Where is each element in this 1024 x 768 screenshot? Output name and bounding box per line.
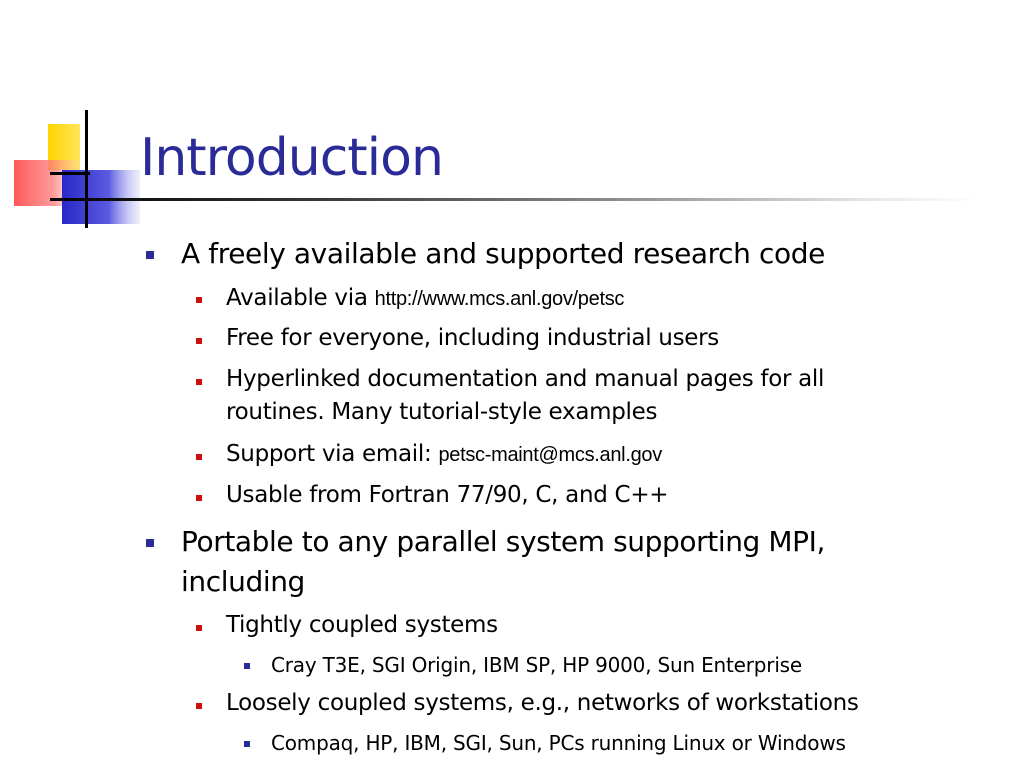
bullet-level2-icon [196, 495, 202, 501]
bullet-level2-icon [196, 297, 202, 303]
bullet-available-via-label: Available via [226, 285, 375, 311]
bullet-support-email [226, 438, 662, 472]
bullet-tightly-coupled-examples: Cray T3E, SGI Origin, IBM SP, HP 9000, Sun Enterprise [271, 653, 803, 677]
slide-title: Introduction [140, 128, 443, 188]
bullet-level2-icon [196, 454, 202, 460]
bullet-level3-icon [244, 663, 250, 669]
bullet-available-via [226, 282, 624, 316]
bullet-loosely-coupled: Loosely coupled systems, e.g., networks of workstations [226, 690, 859, 716]
bullet-research-code: A freely available and supported research code [181, 237, 825, 270]
bullet-hyperlinked-docs-line2: routines. Many tutorial-style examples [226, 399, 658, 425]
bullet-portable-line2: including [181, 565, 305, 598]
bullet-hyperlinked-docs-line1: Hyperlinked documentation and manual pages for all [226, 366, 825, 392]
bullet-level3-icon [244, 741, 250, 747]
support-email-link[interactable]: petsc-maint@mcs.anl.gov [438, 444, 662, 466]
bullet-hyperlinked-docs [226, 363, 824, 429]
bullet-tightly-coupled: Tightly coupled systems [226, 612, 498, 638]
bullet-portable [181, 522, 825, 602]
bullet-free-for-everyone: Free for everyone, including industrial users [226, 325, 719, 351]
bullet-level1-icon [146, 539, 154, 547]
bullet-support-email-label: Support via email: [226, 441, 439, 467]
bullet-level2-icon [196, 379, 202, 385]
bullet-level2-icon [196, 703, 202, 709]
bullet-usable-from: Usable from Fortran 77/90, C, and C++ [226, 482, 669, 508]
bullet-loosely-coupled-examples: Compaq, HP, IBM, SGI, Sun, PCs running Linux or Windows [271, 731, 846, 755]
petsc-url-link[interactable]: http://www.mcs.anl.gov/petsc [374, 288, 625, 310]
bullet-portable-line1: Portable to any parallel system supporting MPI, [181, 525, 826, 558]
bullet-level2-icon [196, 625, 202, 631]
bullet-level2-icon [196, 338, 202, 344]
bullet-level1-icon [146, 251, 154, 259]
